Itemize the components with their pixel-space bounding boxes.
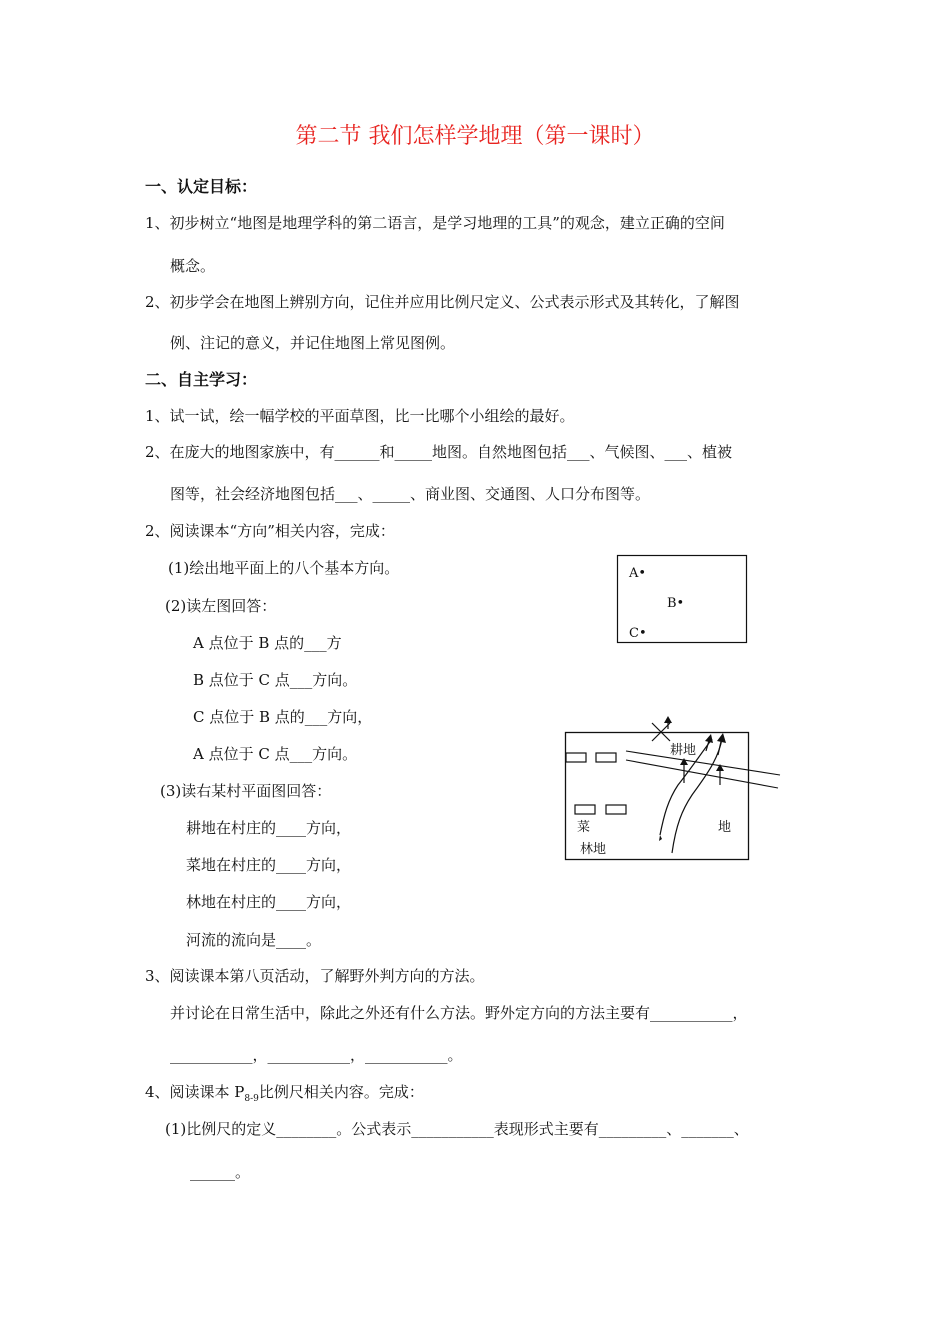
section2-heading: 二、自主学习：	[145, 370, 258, 389]
direction-points-diagram	[612, 550, 752, 648]
question-3-a: A 点位于 B 点的___方	[193, 634, 342, 652]
question-5-line1	[145, 1082, 424, 1102]
vegetable-label: 菜	[577, 820, 591, 835]
question-3-b: B 点位于 C 点___方向。	[193, 671, 358, 689]
question-4-line3: ___________，___________，___________。	[170, 1046, 463, 1064]
page-title: 第二节 我们怎样学地理（第一课时）	[295, 124, 655, 149]
question-3-part2: (2)读左图回答：	[165, 597, 277, 615]
question-2-line1: 2、在庞大的地图家族中，有______和_____地图。自然地图包括___、气候图、___、植被	[145, 443, 733, 461]
point-a-label: A•	[629, 566, 647, 581]
question-3-h: 河流的流向是____。	[186, 931, 322, 949]
objective-2-line2: 例、注记的意义，并记住地图上常见图例。	[170, 334, 456, 352]
question-2-line2: 图等，社会经济地图包括___、_____、商业图、交通图、人口分布图等。	[170, 485, 651, 503]
question-4-line1: 3、阅读课本第八页活动，了解野外判方向的方法。	[145, 967, 485, 985]
village-plan-map	[560, 715, 785, 865]
arrowhead	[664, 716, 672, 723]
farmland-label: 耕地	[670, 743, 697, 758]
objective-1-line1: 1、初步树立“地图是地理学科的第二语言，是学习地理的工具”的观念，建立正确的空间	[145, 214, 725, 232]
question-3-intro: 2、阅读课本“方向”相关内容，完成：	[145, 522, 395, 540]
question-3-part3: (3)读右某村平面图回答：	[160, 782, 332, 800]
question-1: 1、试一试，绘一幅学校的平面草图，比一比哪个小组绘的最好。	[145, 407, 575, 425]
question-3-e: 耕地在村庄的____方向，	[186, 819, 352, 837]
question-3-part1: (1)绘出地平面上的八个基本方向。	[168, 559, 400, 577]
question-5-line3: ______。	[190, 1163, 251, 1181]
map-frame	[566, 733, 749, 860]
objective-2-line1: 2、初步学会在地图上辨别方向，记住并应用比例尺定义、公式表示形式及其转化，了解图	[145, 293, 740, 311]
vegetable-land-label: 地	[718, 820, 732, 835]
objective-1-line2: 概念。	[170, 257, 216, 275]
question-5-page-range: 8-9	[244, 1094, 259, 1104]
question-5-prefix: 4、阅读课本 P	[145, 1083, 245, 1101]
question-3-g: 林地在村庄的____方向，	[186, 893, 352, 911]
forest-label: 林地	[580, 842, 607, 857]
question-3-d: A 点位于 C 点___方向。	[193, 745, 358, 763]
section1-heading: 一、认定目标：	[145, 177, 258, 196]
point-b-label: B•	[667, 596, 685, 611]
point-c-label: C•	[629, 626, 647, 641]
question-5-suffix: 比例尺相关内容。完成：	[258, 1083, 424, 1101]
question-4-line2: 并讨论在日常生活中，除此之外还有什么方法。野外定方向的方法主要有___________，	[170, 1004, 748, 1022]
question-5-line2: (1)比例尺的定义________。公式表示___________表现形式主要有_________、_______、	[165, 1120, 749, 1138]
question-3-c: C 点位于 B 点的___方向，	[193, 708, 373, 726]
question-3-f: 菜地在村庄的____方向，	[186, 856, 352, 874]
